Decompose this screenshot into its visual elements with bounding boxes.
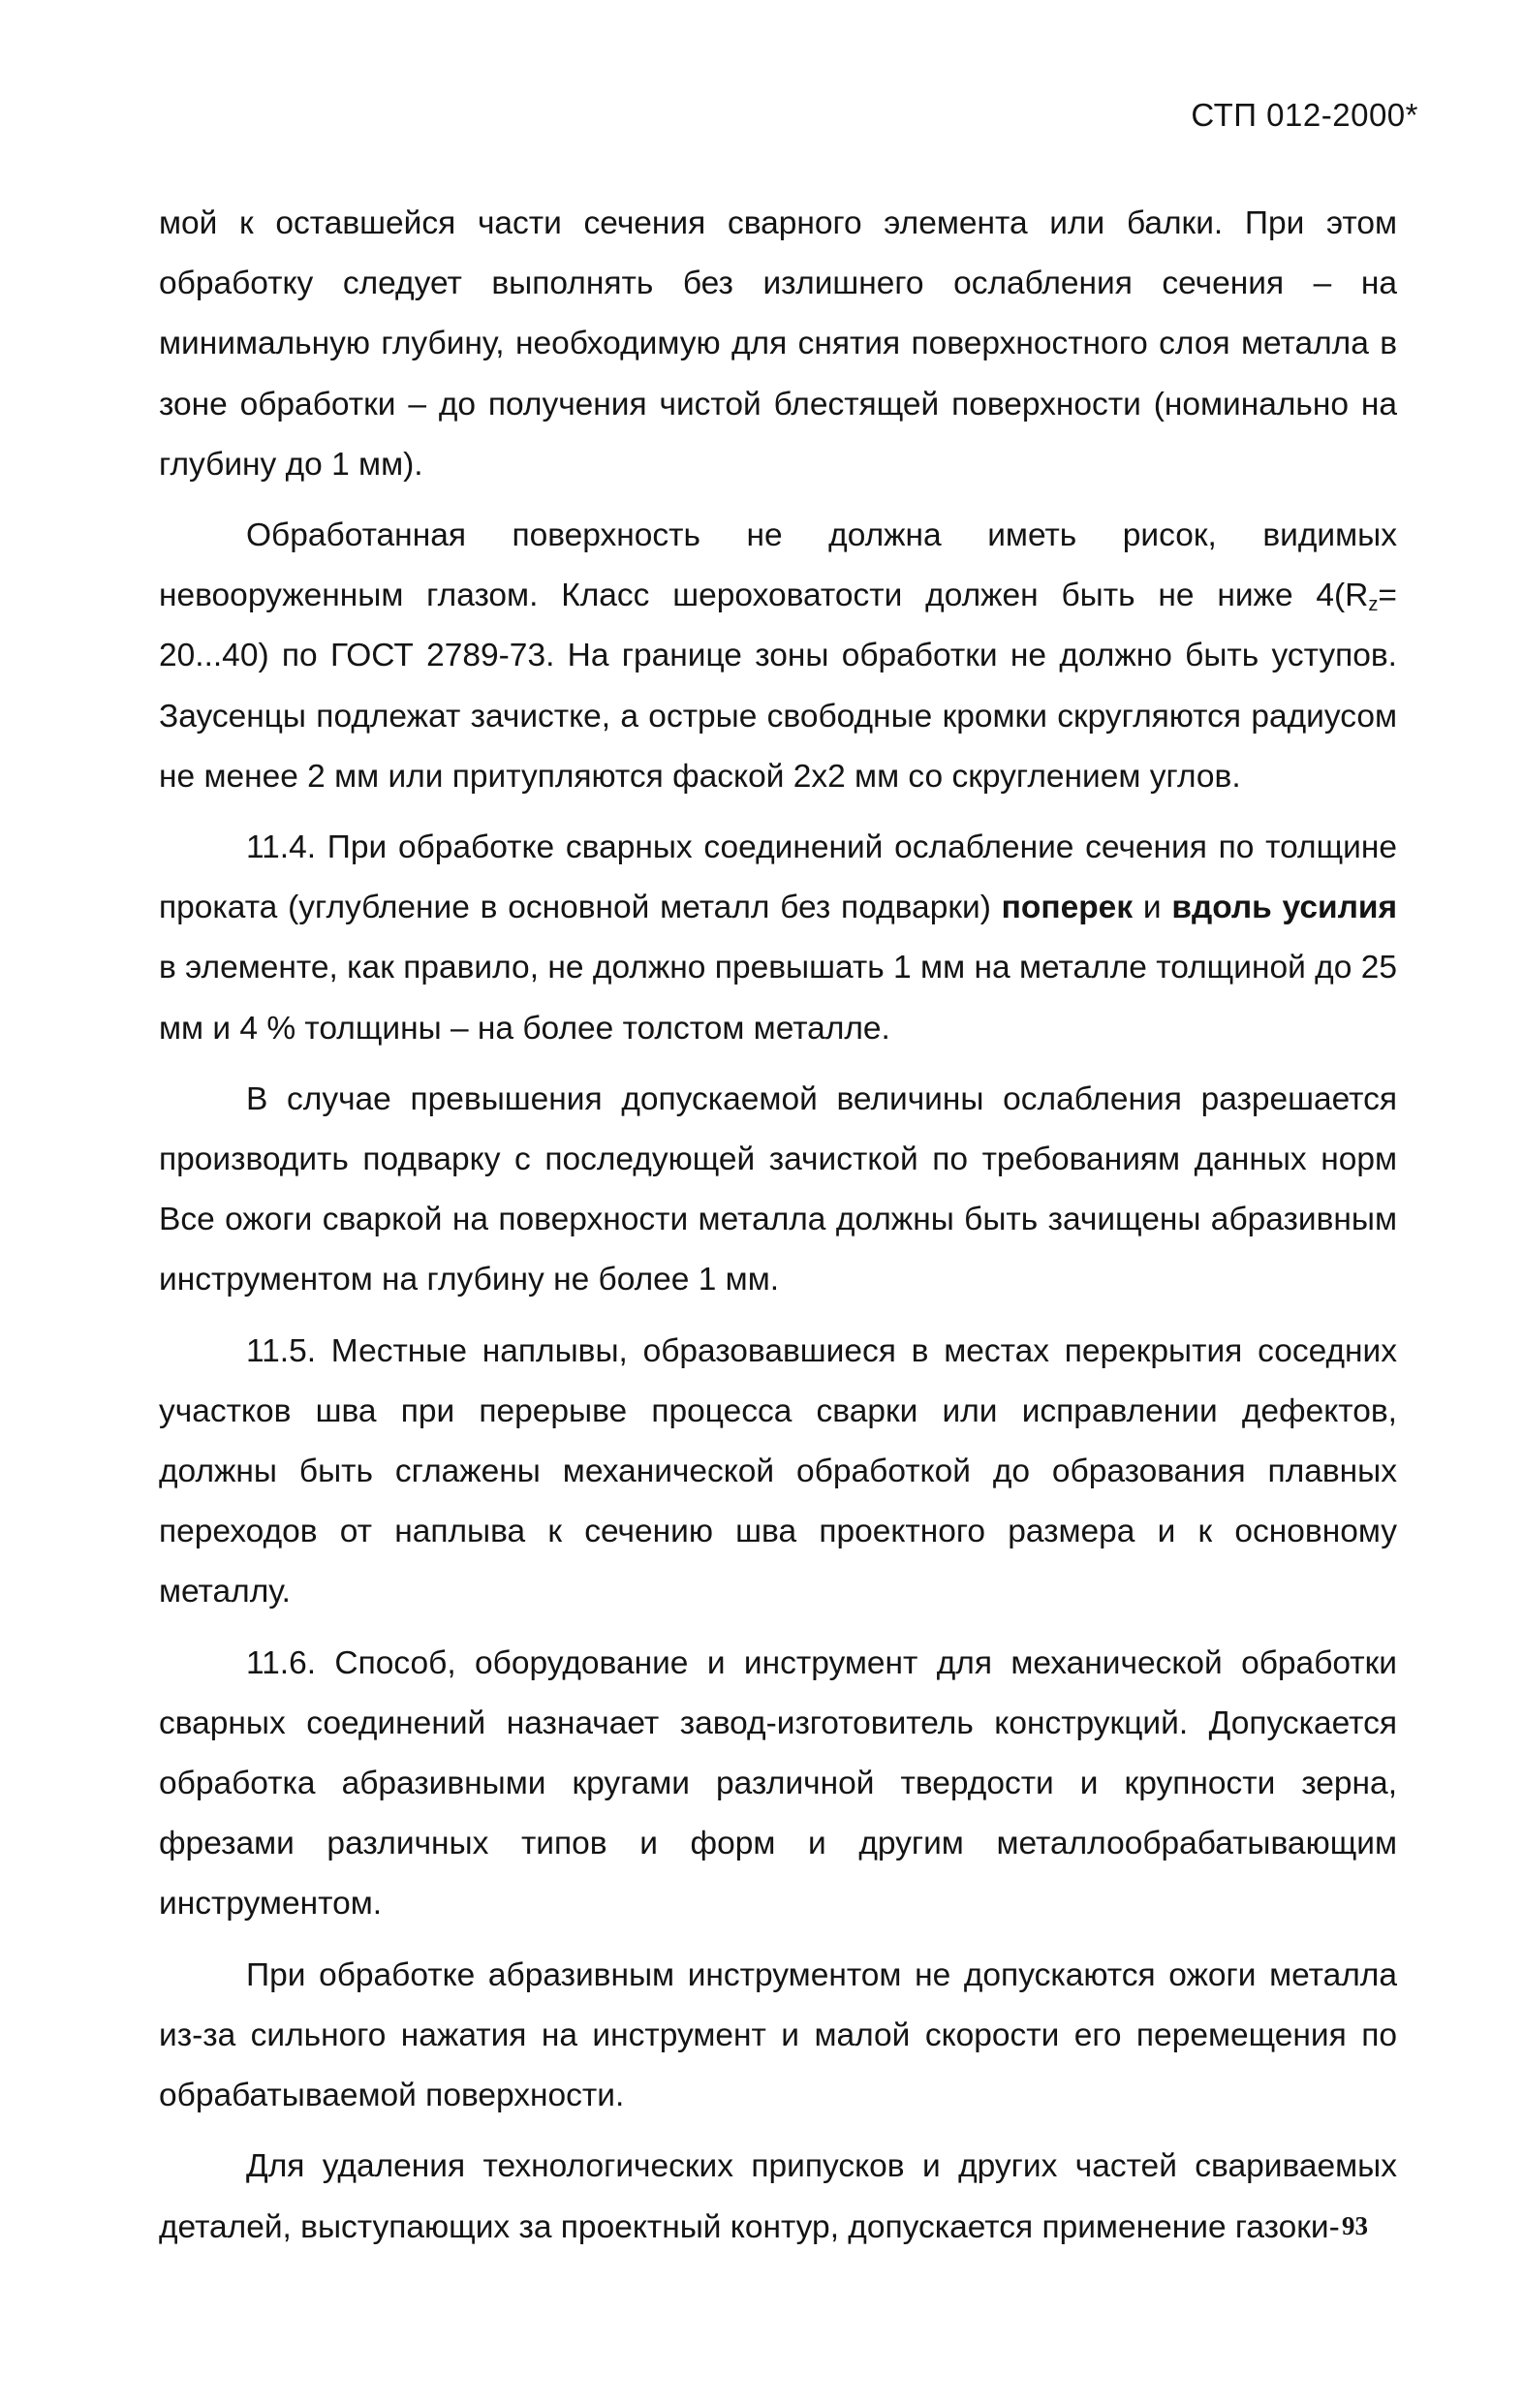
paragraph-11-5: 11.5. Местные наплывы, образовавшиеся в местах перекрытия соседних участков шва при перерыве процесса сварки или исправлении дефектов, должны быть сглажены механической обработкой до образования плавных переходов от наплыва к сечению шва проектного размера и к основному металлу. bbox=[159, 1332, 1397, 1611]
paragraph-abrasive-burns: При обработке абразивным инструментом не допускаются ожоги металла из-за сильного нажатия на инструмент и малой скорости его перемещения по обрабатываемой поверхности. bbox=[159, 1956, 1397, 2114]
text-span: = 20...40) по ГОСТ 2789-73. На границе зоны обработки не должно быть уступов. Заусенцы подлежат зачистке, а острые свободные кромки скругляются радиусом не менее 2 мм или притупляются фаской 2х2 мм со скруглением углов. bbox=[159, 578, 1397, 795]
paragraph-11-4 bbox=[159, 818, 1397, 1059]
text-span: в элементе, как правило, не должно превышать 1 мм на металле толщиной до 25 мм и 4 % толщины – на более толстом металле. bbox=[159, 950, 1397, 1047]
bold-term-across: поперек bbox=[1001, 890, 1134, 926]
paragraph-excess-weakening: В случае превышения допускаемой величины ослабления разрешается производить подварку с последующей зачисткой по требованиям данных норм Все ожоги сваркой на поверхности металла должны быть зачищены абразивным инструментом на глубину не более 1 мм. bbox=[159, 1080, 1397, 1298]
paragraph-continuation: мой к оставшейся части сечения сварного элемента или балки. При этом обработку следует выполнять без излишнего ослабления сечения – на минимальную глубину, необходимую для снятия поверхностного слоя металла в зоне обработки – до получения чистой блестящей поверхности (номинально на глубину до 1 мм). bbox=[159, 205, 1397, 483]
paragraph-11-6: 11.6. Способ, оборудование и инструмент для механической обработки сварных соединений назначает завод-изготовитель конструкций. Допускается обработка абразивными кругами различной твердости и крупности зерна, фрезами различных типов и форм и другим металлообрабатывающим инструментом. bbox=[159, 1644, 1397, 1923]
text-span: и bbox=[1142, 890, 1162, 926]
page-number: 93 bbox=[1342, 2211, 1368, 2240]
paragraph-surface-roughness bbox=[159, 506, 1397, 807]
text-span: 11.4. При обработке сварных соединений ослабление сечения по толщине проката (углубление в основной металл без подварки) bbox=[159, 829, 1397, 926]
paragraph-allowance-removal: Для удаления технологических припусков и других частей свариваемых деталей, выступающих за проектный контур, допускается применение газоки- bbox=[159, 2148, 1397, 2245]
body-text bbox=[159, 194, 1397, 2268]
subscript-z: z bbox=[1368, 594, 1379, 616]
document-code-header: СТП 012-2000* bbox=[1191, 97, 1418, 133]
text-span: Обработанная поверхность не должна иметь рисок, видимых невооруженным глазом. Класс шероховатости должен быть не ниже 4(R bbox=[159, 517, 1397, 614]
bold-term-along-force: вдоль усилия bbox=[1171, 890, 1398, 926]
